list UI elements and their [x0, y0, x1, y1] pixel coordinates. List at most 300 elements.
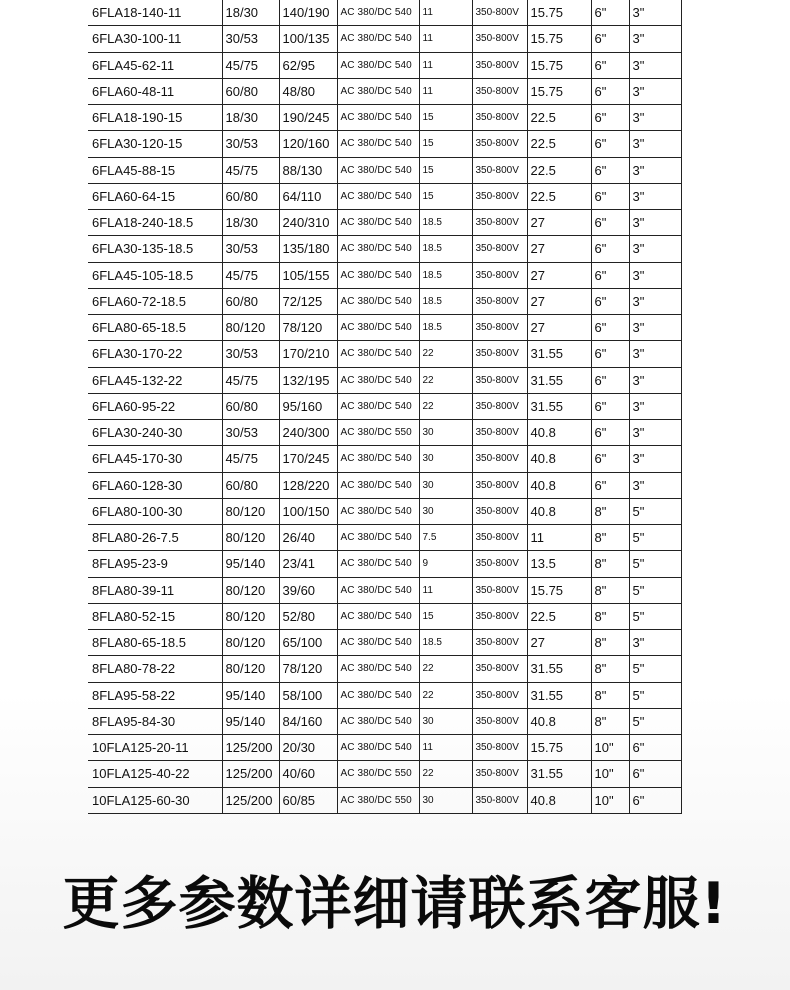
voltage-cell: AC 380/DC 540: [337, 315, 419, 341]
flow-cell: 45/75: [222, 262, 279, 288]
power-cell: 30: [419, 708, 472, 734]
head-cell: 23/41: [279, 551, 337, 577]
flow-cell: 30/53: [222, 236, 279, 262]
current-cell: 40.8: [527, 498, 591, 524]
inlet-cell: 5": [629, 656, 681, 682]
voltage-range-cell: 350-800V: [472, 708, 527, 734]
voltage-cell: AC 380/DC 540: [337, 577, 419, 603]
model-cell: 10FLA125-20-11: [88, 735, 222, 761]
model-cell: 6FLA30-120-15: [88, 131, 222, 157]
outlet-cell: 10": [591, 787, 629, 813]
flow-cell: 80/120: [222, 525, 279, 551]
model-cell: 8FLA80-65-18.5: [88, 630, 222, 656]
model-cell: 6FLA18-190-15: [88, 105, 222, 131]
voltage-cell: AC 380/DC 540: [337, 498, 419, 524]
current-cell: 15.75: [527, 26, 591, 52]
current-cell: 31.55: [527, 761, 591, 787]
model-cell: 6FLA18-140-11: [88, 0, 222, 26]
model-cell: 6FLA30-100-11: [88, 26, 222, 52]
model-cell: 6FLA18-240-18.5: [88, 210, 222, 236]
flow-cell: 18/30: [222, 105, 279, 131]
inlet-cell: 5": [629, 498, 681, 524]
current-cell: 15.75: [527, 735, 591, 761]
voltage-cell: AC 380/DC 540: [337, 26, 419, 52]
voltage-range-cell: 350-800V: [472, 472, 527, 498]
voltage-cell: AC 380/DC 540: [337, 393, 419, 419]
power-cell: 22: [419, 367, 472, 393]
flow-cell: 95/140: [222, 682, 279, 708]
head-cell: 95/160: [279, 393, 337, 419]
voltage-range-cell: 350-800V: [472, 577, 527, 603]
voltage-cell: AC 380/DC 540: [337, 52, 419, 78]
voltage-cell: AC 380/DC 550: [337, 761, 419, 787]
voltage-range-cell: 350-800V: [472, 157, 527, 183]
model-cell: 6FLA80-100-30: [88, 498, 222, 524]
power-cell: 18.5: [419, 262, 472, 288]
inlet-cell: 3": [629, 26, 681, 52]
current-cell: 15.75: [527, 577, 591, 603]
power-cell: 30: [419, 498, 472, 524]
current-cell: 40.8: [527, 446, 591, 472]
power-cell: 15: [419, 183, 472, 209]
voltage-cell: AC 380/DC 540: [337, 262, 419, 288]
current-cell: 22.5: [527, 183, 591, 209]
voltage-range-cell: 350-800V: [472, 262, 527, 288]
outlet-cell: 6": [591, 341, 629, 367]
voltage-cell: AC 380/DC 550: [337, 420, 419, 446]
head-cell: 88/130: [279, 157, 337, 183]
voltage-cell: AC 380/DC 540: [337, 367, 419, 393]
model-cell: 6FLA60-48-11: [88, 78, 222, 104]
inlet-cell: 3": [629, 393, 681, 419]
table-row: [88, 472, 681, 498]
table-row: [88, 577, 681, 603]
power-cell: 18.5: [419, 630, 472, 656]
voltage-cell: AC 380/DC 540: [337, 656, 419, 682]
table-row: [88, 603, 681, 629]
current-cell: 40.8: [527, 472, 591, 498]
table-row: [88, 26, 681, 52]
voltage-range-cell: 350-800V: [472, 787, 527, 813]
current-cell: 31.55: [527, 341, 591, 367]
power-cell: 11: [419, 26, 472, 52]
current-cell: 15.75: [527, 0, 591, 26]
outlet-cell: 6": [591, 131, 629, 157]
voltage-range-cell: 350-800V: [472, 735, 527, 761]
table-row: [88, 682, 681, 708]
head-cell: 60/85: [279, 787, 337, 813]
head-cell: 128/220: [279, 472, 337, 498]
power-cell: 11: [419, 78, 472, 104]
power-cell: 7.5: [419, 525, 472, 551]
voltage-range-cell: 350-800V: [472, 315, 527, 341]
head-cell: 26/40: [279, 525, 337, 551]
table-row: [88, 183, 681, 209]
head-cell: 48/80: [279, 78, 337, 104]
inlet-cell: 3": [629, 236, 681, 262]
head-cell: 100/135: [279, 26, 337, 52]
model-cell: 6FLA60-95-22: [88, 393, 222, 419]
inlet-cell: 6": [629, 761, 681, 787]
flow-cell: 45/75: [222, 157, 279, 183]
head-cell: 64/110: [279, 183, 337, 209]
current-cell: 11: [527, 525, 591, 551]
flow-cell: 45/75: [222, 446, 279, 472]
voltage-cell: AC 380/DC 540: [337, 236, 419, 262]
power-cell: 30: [419, 446, 472, 472]
head-cell: 78/120: [279, 656, 337, 682]
model-cell: 8FLA80-52-15: [88, 603, 222, 629]
table-row: [88, 0, 681, 26]
head-cell: 40/60: [279, 761, 337, 787]
flow-cell: 60/80: [222, 183, 279, 209]
outlet-cell: 6": [591, 420, 629, 446]
voltage-cell: AC 380/DC 540: [337, 682, 419, 708]
inlet-cell: 5": [629, 603, 681, 629]
outlet-cell: 6": [591, 0, 629, 26]
voltage-cell: AC 380/DC 540: [337, 472, 419, 498]
contact-service-banner: 更多参数详细请联系客服!: [62, 871, 728, 937]
table-row: [88, 105, 681, 131]
head-cell: 120/160: [279, 131, 337, 157]
head-cell: 240/310: [279, 210, 337, 236]
inlet-cell: 5": [629, 682, 681, 708]
power-cell: 22: [419, 393, 472, 419]
flow-cell: 80/120: [222, 315, 279, 341]
power-cell: 15: [419, 105, 472, 131]
current-cell: 22.5: [527, 157, 591, 183]
voltage-range-cell: 350-800V: [472, 630, 527, 656]
model-cell: 6FLA45-62-11: [88, 52, 222, 78]
head-cell: 65/100: [279, 630, 337, 656]
flow-cell: 80/120: [222, 498, 279, 524]
head-cell: 84/160: [279, 708, 337, 734]
voltage-range-cell: 350-800V: [472, 341, 527, 367]
flow-cell: 80/120: [222, 656, 279, 682]
head-cell: 58/100: [279, 682, 337, 708]
inlet-cell: 3": [629, 157, 681, 183]
voltage-range-cell: 350-800V: [472, 420, 527, 446]
flow-cell: 80/120: [222, 630, 279, 656]
table-row: [88, 446, 681, 472]
current-cell: 40.8: [527, 787, 591, 813]
model-cell: 10FLA125-60-30: [88, 787, 222, 813]
outlet-cell: 10": [591, 735, 629, 761]
inlet-cell: 3": [629, 78, 681, 104]
current-cell: 31.55: [527, 682, 591, 708]
power-cell: 18.5: [419, 210, 472, 236]
model-cell: 8FLA95-84-30: [88, 708, 222, 734]
voltage-range-cell: 350-800V: [472, 446, 527, 472]
power-cell: 18.5: [419, 288, 472, 314]
flow-cell: 125/200: [222, 761, 279, 787]
model-cell: 6FLA30-135-18.5: [88, 236, 222, 262]
voltage-range-cell: 350-800V: [472, 288, 527, 314]
current-cell: 27: [527, 236, 591, 262]
spec-table-body: [88, 0, 681, 813]
current-cell: 22.5: [527, 131, 591, 157]
outlet-cell: 6": [591, 262, 629, 288]
inlet-cell: 3": [629, 341, 681, 367]
table-row: [88, 131, 681, 157]
table-row: [88, 393, 681, 419]
current-cell: 15.75: [527, 52, 591, 78]
voltage-range-cell: 350-800V: [472, 367, 527, 393]
inlet-cell: 3": [629, 262, 681, 288]
table-row: [88, 761, 681, 787]
voltage-cell: AC 380/DC 540: [337, 78, 419, 104]
inlet-cell: 6": [629, 787, 681, 813]
voltage-cell: AC 380/DC 540: [337, 525, 419, 551]
voltage-range-cell: 350-800V: [472, 656, 527, 682]
inlet-cell: 3": [629, 183, 681, 209]
current-cell: 31.55: [527, 367, 591, 393]
current-cell: 40.8: [527, 420, 591, 446]
voltage-cell: AC 380/DC 540: [337, 288, 419, 314]
model-cell: 10FLA125-40-22: [88, 761, 222, 787]
inlet-cell: 3": [629, 52, 681, 78]
table-row: [88, 420, 681, 446]
table-row: [88, 210, 681, 236]
voltage-range-cell: 350-800V: [472, 26, 527, 52]
inlet-cell: 5": [629, 551, 681, 577]
flow-cell: 60/80: [222, 472, 279, 498]
voltage-range-cell: 350-800V: [472, 551, 527, 577]
power-cell: 11: [419, 52, 472, 78]
flow-cell: 95/140: [222, 551, 279, 577]
head-cell: 170/210: [279, 341, 337, 367]
inlet-cell: 3": [629, 446, 681, 472]
power-cell: 18.5: [419, 236, 472, 262]
flow-cell: 45/75: [222, 367, 279, 393]
current-cell: 15.75: [527, 78, 591, 104]
current-cell: 27: [527, 315, 591, 341]
voltage-range-cell: 350-800V: [472, 682, 527, 708]
head-cell: 52/80: [279, 603, 337, 629]
power-cell: 15: [419, 157, 472, 183]
flow-cell: 45/75: [222, 52, 279, 78]
voltage-range-cell: 350-800V: [472, 210, 527, 236]
table-row: [88, 341, 681, 367]
power-cell: 30: [419, 787, 472, 813]
model-cell: 8FLA80-26-7.5: [88, 525, 222, 551]
table-row: [88, 630, 681, 656]
outlet-cell: 6": [591, 52, 629, 78]
outlet-cell: 6": [591, 26, 629, 52]
outlet-cell: 6": [591, 446, 629, 472]
power-cell: 30: [419, 472, 472, 498]
table-row: [88, 288, 681, 314]
voltage-range-cell: 350-800V: [472, 131, 527, 157]
inlet-cell: 5": [629, 525, 681, 551]
table-row: [88, 787, 681, 813]
model-cell: 8FLA80-39-11: [88, 577, 222, 603]
flow-cell: 80/120: [222, 603, 279, 629]
voltage-cell: AC 380/DC 540: [337, 210, 419, 236]
inlet-cell: 3": [629, 105, 681, 131]
power-cell: 15: [419, 131, 472, 157]
power-cell: 11: [419, 0, 472, 26]
outlet-cell: 8": [591, 525, 629, 551]
voltage-range-cell: 350-800V: [472, 105, 527, 131]
outlet-cell: 8": [591, 577, 629, 603]
outlet-cell: 6": [591, 288, 629, 314]
outlet-cell: 6": [591, 367, 629, 393]
current-cell: 22.5: [527, 603, 591, 629]
flow-cell: 18/30: [222, 210, 279, 236]
inlet-cell: 3": [629, 131, 681, 157]
voltage-cell: AC 380/DC 540: [337, 603, 419, 629]
outlet-cell: 10": [591, 761, 629, 787]
table-row: [88, 315, 681, 341]
table-row: [88, 551, 681, 577]
model-cell: 6FLA45-88-15: [88, 157, 222, 183]
model-cell: 8FLA95-58-22: [88, 682, 222, 708]
head-cell: 78/120: [279, 315, 337, 341]
table-row: [88, 656, 681, 682]
flow-cell: 95/140: [222, 708, 279, 734]
outlet-cell: 8": [591, 682, 629, 708]
inlet-cell: 3": [629, 472, 681, 498]
model-cell: 6FLA30-240-30: [88, 420, 222, 446]
power-cell: 15: [419, 603, 472, 629]
flow-cell: 125/200: [222, 787, 279, 813]
outlet-cell: 6": [591, 210, 629, 236]
table-row: [88, 78, 681, 104]
voltage-cell: AC 380/DC 540: [337, 708, 419, 734]
voltage-cell: AC 380/DC 540: [337, 105, 419, 131]
voltage-range-cell: 350-800V: [472, 183, 527, 209]
power-cell: 22: [419, 341, 472, 367]
outlet-cell: 6": [591, 78, 629, 104]
model-cell: 6FLA30-170-22: [88, 341, 222, 367]
head-cell: 62/95: [279, 52, 337, 78]
outlet-cell: 6": [591, 183, 629, 209]
flow-cell: 125/200: [222, 735, 279, 761]
outlet-cell: 6": [591, 105, 629, 131]
head-cell: 170/245: [279, 446, 337, 472]
model-cell: 8FLA95-23-9: [88, 551, 222, 577]
power-cell: 11: [419, 577, 472, 603]
voltage-range-cell: 350-800V: [472, 498, 527, 524]
power-cell: 22: [419, 682, 472, 708]
inlet-cell: 3": [629, 315, 681, 341]
outlet-cell: 8": [591, 708, 629, 734]
voltage-range-cell: 350-800V: [472, 603, 527, 629]
inlet-cell: 5": [629, 708, 681, 734]
current-cell: 31.55: [527, 656, 591, 682]
outlet-cell: 6": [591, 315, 629, 341]
model-cell: 6FLA45-105-18.5: [88, 262, 222, 288]
outlet-cell: 6": [591, 236, 629, 262]
model-cell: 8FLA80-78-22: [88, 656, 222, 682]
table-row: [88, 525, 681, 551]
inlet-cell: 6": [629, 735, 681, 761]
table-row: [88, 157, 681, 183]
flow-cell: 60/80: [222, 393, 279, 419]
inlet-cell: 3": [629, 420, 681, 446]
outlet-cell: 6": [591, 393, 629, 419]
voltage-cell: AC 380/DC 540: [337, 0, 419, 26]
voltage-cell: AC 380/DC 540: [337, 131, 419, 157]
current-cell: 31.55: [527, 393, 591, 419]
inlet-cell: 3": [629, 210, 681, 236]
model-cell: 6FLA60-128-30: [88, 472, 222, 498]
power-cell: 22: [419, 761, 472, 787]
head-cell: 190/245: [279, 105, 337, 131]
voltage-cell: AC 380/DC 540: [337, 446, 419, 472]
model-cell: 6FLA60-64-15: [88, 183, 222, 209]
voltage-cell: AC 380/DC 540: [337, 735, 419, 761]
flow-cell: 60/80: [222, 288, 279, 314]
outlet-cell: 8": [591, 498, 629, 524]
table-row: [88, 367, 681, 393]
head-cell: 135/180: [279, 236, 337, 262]
table-row: [88, 498, 681, 524]
voltage-cell: AC 380/DC 540: [337, 183, 419, 209]
voltage-cell: AC 380/DC 540: [337, 341, 419, 367]
head-cell: 132/195: [279, 367, 337, 393]
power-cell: 9: [419, 551, 472, 577]
inlet-cell: 5": [629, 577, 681, 603]
flow-cell: 80/120: [222, 577, 279, 603]
table-row: [88, 236, 681, 262]
power-cell: 18.5: [419, 315, 472, 341]
voltage-range-cell: 350-800V: [472, 236, 527, 262]
outlet-cell: 8": [591, 551, 629, 577]
head-cell: 39/60: [279, 577, 337, 603]
voltage-range-cell: 350-800V: [472, 525, 527, 551]
table-row: [88, 52, 681, 78]
spec-table: [88, 0, 682, 814]
voltage-range-cell: 350-800V: [472, 393, 527, 419]
power-cell: 22: [419, 656, 472, 682]
outlet-cell: 8": [591, 630, 629, 656]
voltage-cell: AC 380/DC 540: [337, 157, 419, 183]
head-cell: 240/300: [279, 420, 337, 446]
table-row: [88, 735, 681, 761]
head-cell: 105/155: [279, 262, 337, 288]
voltage-range-cell: 350-800V: [472, 0, 527, 26]
inlet-cell: 3": [629, 288, 681, 314]
current-cell: 13.5: [527, 551, 591, 577]
table-row: [88, 708, 681, 734]
head-cell: 20/30: [279, 735, 337, 761]
flow-cell: 30/53: [222, 131, 279, 157]
outlet-cell: 6": [591, 472, 629, 498]
voltage-cell: AC 380/DC 540: [337, 551, 419, 577]
flow-cell: 30/53: [222, 26, 279, 52]
head-cell: 100/150: [279, 498, 337, 524]
outlet-cell: 8": [591, 656, 629, 682]
flow-cell: 60/80: [222, 78, 279, 104]
model-cell: 6FLA45-132-22: [88, 367, 222, 393]
voltage-range-cell: 350-800V: [472, 78, 527, 104]
power-cell: 30: [419, 420, 472, 446]
flow-cell: 18/30: [222, 0, 279, 26]
voltage-cell: AC 380/DC 540: [337, 630, 419, 656]
model-cell: 6FLA80-65-18.5: [88, 315, 222, 341]
outlet-cell: 8": [591, 603, 629, 629]
voltage-range-cell: 350-800V: [472, 761, 527, 787]
model-cell: 6FLA60-72-18.5: [88, 288, 222, 314]
flow-cell: 30/53: [222, 420, 279, 446]
voltage-cell: AC 380/DC 550: [337, 787, 419, 813]
model-cell: 6FLA45-170-30: [88, 446, 222, 472]
head-cell: 72/125: [279, 288, 337, 314]
voltage-range-cell: 350-800V: [472, 52, 527, 78]
inlet-cell: 3": [629, 0, 681, 26]
